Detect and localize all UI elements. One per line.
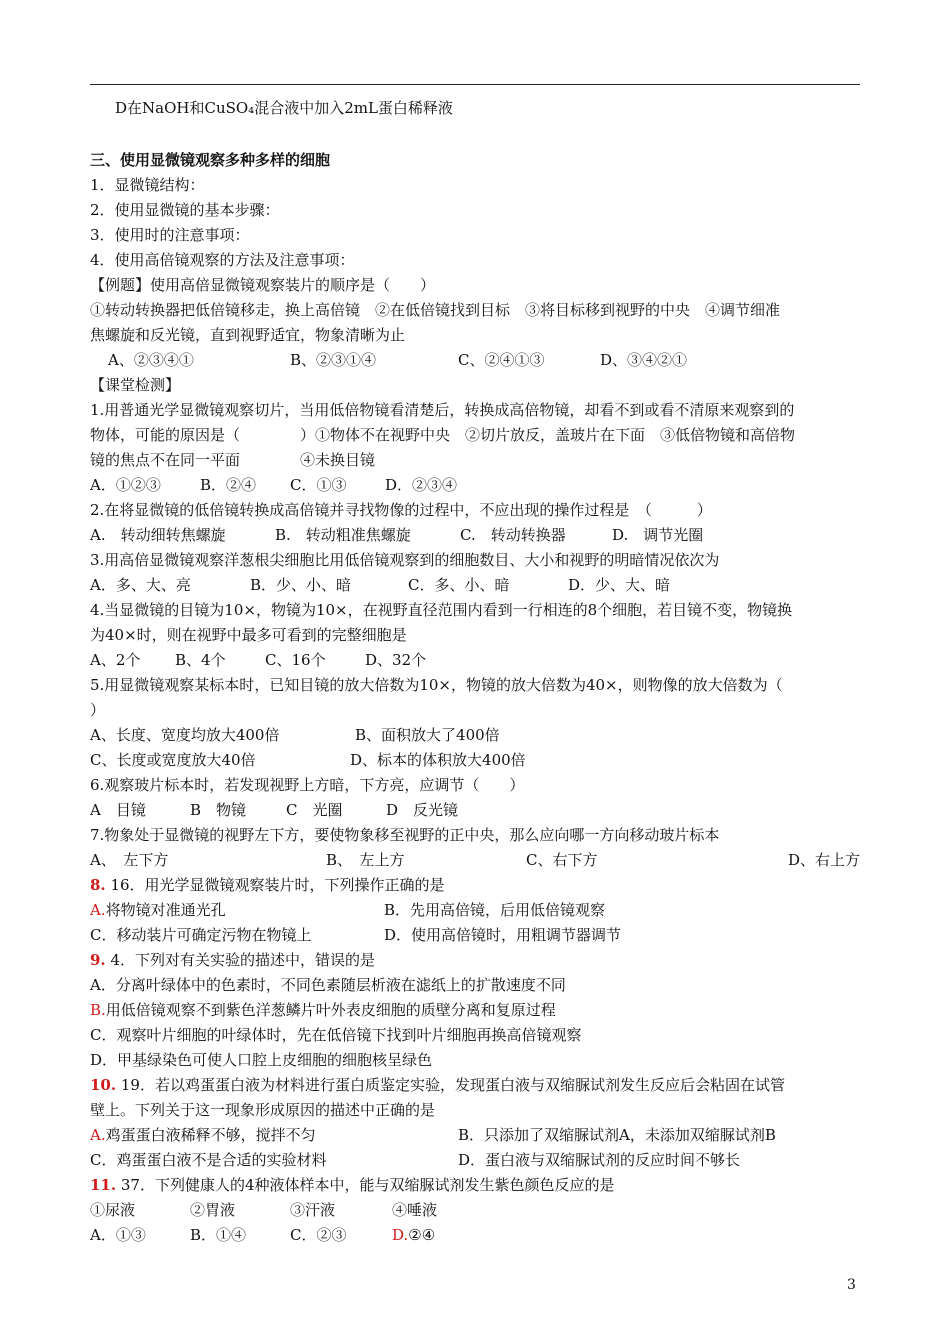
- example-question: 【例题】使用高倍显微镜观察装片的顺序是（ ）: [90, 276, 436, 294]
- q8-number: 8.: [90, 876, 106, 894]
- page-number: 3: [847, 1277, 856, 1293]
- q10-number: 10.: [90, 1076, 117, 1094]
- example-line-2: 焦螺旋和反光镜，直到视野适宜，物象清晰为止: [90, 326, 406, 344]
- check-title: 【课堂检测】: [90, 376, 181, 394]
- q9-line-1: [90, 950, 375, 970]
- q6-line-1: 6.观察玻片标本时，若发现视野上方暗，下方亮，应调节（ ）: [90, 776, 525, 794]
- item-4: 4．使用高倍镜观察的方法及注意事项：: [90, 251, 355, 269]
- sample-3: ③汗液: [290, 1201, 336, 1219]
- option-d: D．蛋白液与双缩脲试剂的反应时间不够长: [458, 1151, 741, 1169]
- option-a-letter: A.: [90, 1126, 106, 1144]
- option-c: C．鸡蛋蛋白液不是合适的实验材料: [90, 1151, 327, 1169]
- option-b-text: 用低倍镜观察不到紫色洋葱鳞片叶外表皮细胞的质壁分离和复原过程: [105, 1001, 556, 1019]
- option-c: C、长度或宽度放大40倍: [90, 751, 256, 769]
- top-line: D在NaOH和CuSO₄混合液中加入2mL蛋白稀释液: [115, 99, 453, 117]
- section-title: 三、使用显微镜观察多种多样的细胞: [90, 151, 331, 169]
- option-c: C、右下方: [526, 851, 598, 869]
- option-a: A、 左下方: [90, 851, 169, 869]
- option-a: A 目镜: [90, 801, 146, 819]
- option-d: D．②③④: [385, 476, 458, 494]
- q7-line-1: 7.物象处于显微镜的视野左下方，要使物象移至视野的正中央，那么应向哪一方向移动玻片标本: [90, 826, 720, 844]
- q11-number: 11.: [90, 1176, 117, 1194]
- q9-number: 9.: [90, 951, 106, 969]
- option-d: D、标本的体积放大400倍: [350, 751, 526, 769]
- q10-line-2: 壁上。下列关于这一现象形成原因的描述中正确的是: [90, 1101, 436, 1119]
- option-b: B. 转动粗准焦螺旋: [275, 526, 411, 544]
- option-a-letter: A.: [90, 901, 106, 919]
- q9-option-d: D．甲基绿染色可使人口腔上皮细胞的细胞核呈绿色: [90, 1051, 433, 1069]
- option-a-text: 鸡蛋蛋白液稀释不够，搅拌不匀: [105, 1126, 316, 1144]
- option-b: B、 左上方: [326, 851, 405, 869]
- option-c: C．②③: [290, 1226, 347, 1244]
- option-d: D 反光镜: [386, 801, 459, 819]
- q4-line-1: 4.当显微镜的目镜为10×，物镜为10×，在视野直径范围内看到一行相连的8个细胞，若目镜不变，物镜换: [90, 601, 793, 619]
- option-a: A、长度、宽度均放大400倍: [90, 726, 280, 744]
- item-1: 1．显微镜结构：: [90, 176, 205, 194]
- option-b: B．只添加了双缩脲试剂A，未添加双缩脲试剂B: [458, 1126, 776, 1144]
- option-d: D、右上方: [788, 851, 861, 869]
- q1-line-1: 1.用普通光学显微镜观察切片，当用低倍物镜看清楚后，转换成高倍物镜，却看不到或看不清原来观察到的: [90, 401, 795, 419]
- option-c: C. 转动转换器: [460, 526, 566, 544]
- option-d-text: ②④: [408, 1226, 436, 1244]
- sample-4: ④唾液: [392, 1201, 438, 1219]
- option-b: B．①④: [190, 1226, 247, 1244]
- q11-line-1: [90, 1175, 615, 1195]
- option-a: A. 转动细转焦螺旋: [90, 526, 226, 544]
- option-c: C 光圈: [286, 801, 343, 819]
- option-c: C．移动装片可确定污物在物镜上: [90, 926, 312, 944]
- sample-2: ②胃液: [190, 1201, 236, 1219]
- option-a: [90, 900, 226, 920]
- q8-stem: 16．用光学显微镜观察装片时，下列操作正确的是: [110, 876, 445, 894]
- q1-line-2: 物体，可能的原因是（ ）①物体不在视野中央 ②切片放反，盖玻片在下面 ③低倍物镜和高倍物: [90, 426, 796, 444]
- option-a: A．①③: [90, 1226, 146, 1244]
- q2-line-1: 2.在将显微镜的低倍镜转换成高倍镜并寻找物像的过程中，不应出现的操作过程是 （ ）: [90, 501, 712, 519]
- option-a: A、②③④①: [108, 351, 194, 369]
- q5-line-2: ）: [90, 701, 106, 719]
- q10-stem: 19．若以鸡蛋蛋白液为材料进行蛋白质鉴定实验，发现蛋白液与双缩脲试剂发生反应后会粘固在试管: [120, 1076, 785, 1094]
- q3-line-1: 3.用高倍显微镜观察洋葱根尖细胞比用低倍镜观察到的细胞数目、大小和视野的明暗情况依次为: [90, 551, 720, 569]
- option-b: B、4个: [175, 651, 226, 669]
- option-a-text: 将物镜对准通光孔: [105, 901, 226, 919]
- header-rule: [90, 84, 860, 85]
- option-a: A、2个: [90, 651, 141, 669]
- q5-line-1: 5.用显微镜观察某标本时，已知目镜的放大倍数为10×，物镜的放大倍数为40×，则物像的放大倍数为（: [90, 676, 783, 694]
- option-d: D．少、大、暗: [568, 576, 671, 594]
- option-d: D. 调节光圈: [612, 526, 704, 544]
- option-c: C．多、小、暗: [408, 576, 510, 594]
- option-d: [392, 1225, 435, 1245]
- option-b: B．②④: [200, 476, 257, 494]
- option-d: D、32个: [365, 651, 427, 669]
- option-a: A．多、大、亮: [90, 576, 191, 594]
- option-c: C、②④①③: [458, 351, 545, 369]
- option-b: B．先用高倍镜，后用低倍镜观察: [384, 901, 606, 919]
- option-a: [90, 1125, 316, 1145]
- example-line-1: ①转动转换器把低倍镜移走，换上高倍镜 ②在低倍镜找到目标 ③将目标移到视野的中央 ④调节细准: [90, 301, 781, 319]
- q9-option-a: A．分离叶绿体中的色素时，不同色素随层析液在滤纸上的扩散速度不同: [90, 976, 566, 994]
- item-2: 2．使用显微镜的基本步骤：: [90, 201, 280, 219]
- option-d: D、③④②①: [600, 351, 688, 369]
- option-a: A．①②③: [90, 476, 161, 494]
- item-3: 3．使用时的注意事项：: [90, 226, 250, 244]
- option-b: B．少、小、暗: [250, 576, 352, 594]
- q1-line-3: 镜的焦点不在同一平面 ④未换目镜: [90, 451, 376, 469]
- option-c: C．①③: [290, 476, 347, 494]
- option-d: D．使用高倍镜时，用粗调节器调节: [384, 926, 622, 944]
- q9-stem: 4．下列对有关实验的描述中，错误的是: [110, 951, 375, 969]
- q4-line-2: 为40×时，则在视野中最多可看到的完整细胞是: [90, 626, 407, 644]
- option-b-letter: B.: [90, 1001, 106, 1019]
- q9-option-c: C．观察叶片细胞的叶绿体时，先在低倍镜下找到叶片细胞再换高倍镜观察: [90, 1026, 582, 1044]
- sample-1: ①尿液: [90, 1201, 136, 1219]
- q11-stem: 37．下列健康人的4种液体样本中，能与双缩脲试剂发生紫色颜色反应的是: [120, 1176, 615, 1194]
- option-b: B 物镜: [190, 801, 247, 819]
- option-c: C、16个: [265, 651, 326, 669]
- option-b: B、面积放大了400倍: [355, 726, 500, 744]
- q9-option-b: [90, 1000, 556, 1020]
- option-b: B、②③①④: [290, 351, 377, 369]
- option-d-letter: D.: [392, 1226, 409, 1244]
- q10-line-1: [90, 1075, 785, 1095]
- q8-line-1: [90, 875, 445, 895]
